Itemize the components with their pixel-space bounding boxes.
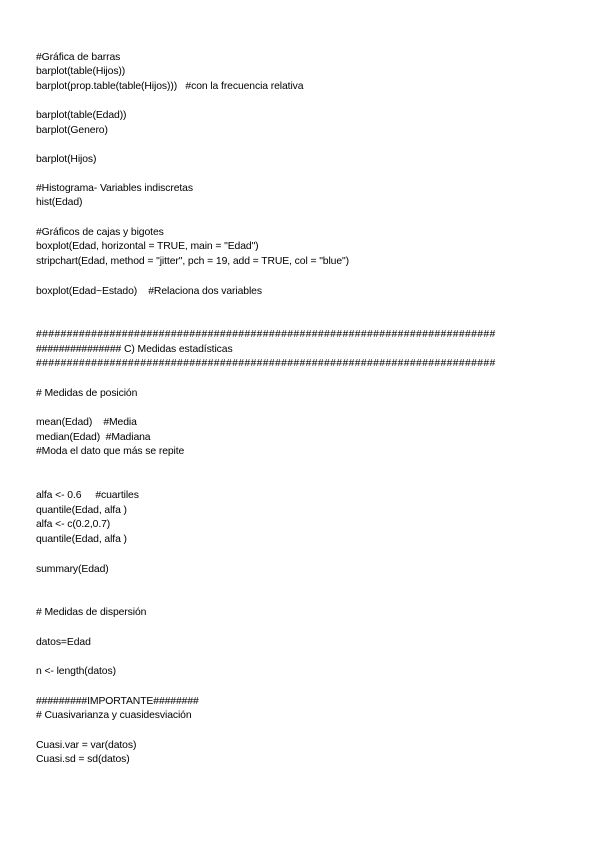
code-line-mean: mean(Edad) #Media [36,417,137,428]
code-line-comment-dispersion: # Medidas de dispersión [36,607,147,618]
code-line-boxplot-estado: boxplot(Edad~Estado) #Relaciona dos variables [36,286,262,297]
code-line-alfa-single: alfa <- 0.6 #cuartiles [36,490,139,501]
code-line-barplot-hijos: barplot(Hijos) [36,154,97,165]
code-line-barplot-prop-table: barplot(prop.table(table(Hijos))) #con la frecuencia relativa [36,81,304,92]
code-line-importante: #########IMPORTANTE######## [36,696,199,707]
code-line-section-heading: ############### C) Medidas estadísticas [36,344,233,355]
code-line-barplot-hijos-table: barplot(table(Hijos)) [36,66,126,77]
code-line-cuasi-sd: Cuasi.sd = sd(datos) [36,754,130,765]
code-line-median: median(Edad) #Madiana [36,432,151,443]
code-line-barplot-edad-table: barplot(table(Edad)) [36,110,127,121]
code-line-quantile-2: quantile(Edad, alfa ) [36,534,127,545]
code-line-hash-separator-top: ########################################################################### [36,329,496,340]
code-line-hist-edad: hist(Edad) [36,197,83,208]
code-line-comment-posicion: # Medidas de posición [36,388,138,399]
code-line-comment-moda: #Moda el dato que más se repite [36,446,185,457]
code-line-comment-cuasi: # Cuasivarianza y cuasidesviación [36,710,192,721]
code-line-summary: summary(Edad) [36,564,109,575]
code-line-hash-separator-bottom: ########################################################################### [36,358,496,369]
code-line-cuasi-var: Cuasi.var = var(datos) [36,740,137,751]
code-line-boxplot-horizontal: boxplot(Edad, horizontal = TRUE, main = "Edad") [36,241,259,252]
code-line-stripchart: stripchart(Edad, method = "jitter", pch = 19, add = TRUE, col = "blue") [36,256,349,267]
code-line-comment-histograma: #Histograma- Variables indiscretas [36,183,193,194]
code-line-barplot-genero: barplot(Genero) [36,125,108,136]
code-line-comment-cajas: #Gráficos de cajas y bigotes [36,227,164,238]
code-line-alfa-vector: alfa <- c(0.2,0.7) [36,519,111,530]
code-line-datos: datos=Edad [36,637,91,648]
code-line-quantile-1: quantile(Edad, alfa ) [36,505,127,516]
code-line-comment-barras: #Gráfica de barras [36,52,121,63]
code-line-length: n <- length(datos) [36,666,116,677]
